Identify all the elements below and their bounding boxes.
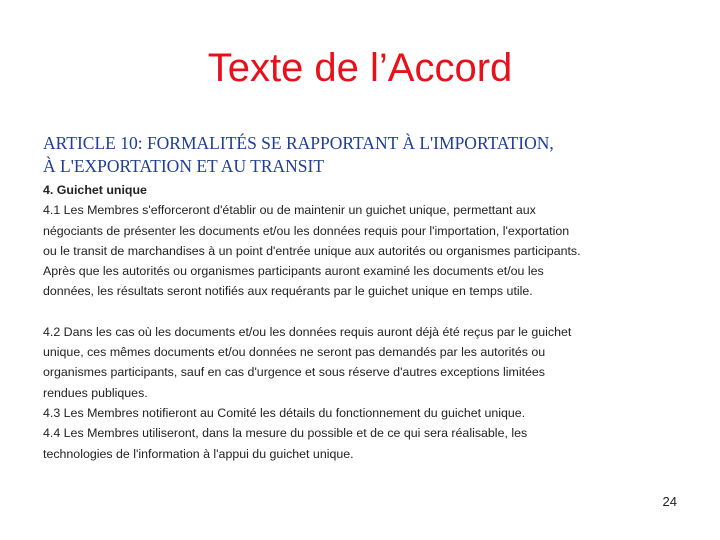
paragraph-line: données, les résultats seront notifiés aux requérants par le guichet unique en temps utile. <box>43 284 533 299</box>
paragraph-line: 4.4 Les Membres utiliseront, dans la mesure du possible et de ce qui sera réalisable, les <box>43 426 528 441</box>
paragraph-4-2 <box>43 322 693 403</box>
paragraph-line: technologies de l'information à l'appui du guichet unique. <box>43 446 354 461</box>
paragraph-4-4 <box>43 423 693 464</box>
article-body <box>43 180 693 464</box>
paragraph-line: 4.1 Les Membres s'efforceront d'établir ou de maintenir un guichet unique, permettant aux <box>43 203 536 218</box>
article-heading <box>43 132 693 178</box>
article-heading-line: À L'EXPORTATION ET AU TRANSIT <box>43 156 325 176</box>
paragraph-line: organismes participants, sauf en cas d'urgence et sous réserve d'autres exceptions limitées <box>43 365 545 380</box>
paragraph-4-1 <box>43 200 693 301</box>
paragraph-line: négociants de présenter les documents et/ou les données requis pour l'importation, l'exportation <box>43 223 570 238</box>
section-subheading: 4. Guichet unique <box>43 183 147 197</box>
page-number: 24 <box>662 494 677 509</box>
article-heading-line: ARTICLE 10: FORMALITÉS SE RAPPORTANT À L'IMPORTATION, <box>43 133 554 153</box>
paragraph-line: unique, ces mêmes documents et/ou données ne seront pas demandés par les autorités ou <box>43 345 546 360</box>
paragraph-line: 4.2 Dans les cas où les documents et/ou les données requis auront déjà été reçus par le guichet <box>43 324 572 339</box>
paragraph-line: rendues publiques. <box>43 385 148 400</box>
paragraph-line: ou le transit de marchandises à un point d'entrée unique aux autorités ou organismes participants. <box>43 243 581 258</box>
slide-title: Texte de l’Accord <box>207 46 513 90</box>
paragraph-line: Après que les autorités ou organismes participants auront examiné les documents et/ou les <box>43 264 544 279</box>
paragraph-4-3: 4.3 Les Membres notifieront au Comité les détails du fonctionnement du guichet unique. <box>43 405 526 420</box>
paragraph-spacer <box>43 302 693 322</box>
